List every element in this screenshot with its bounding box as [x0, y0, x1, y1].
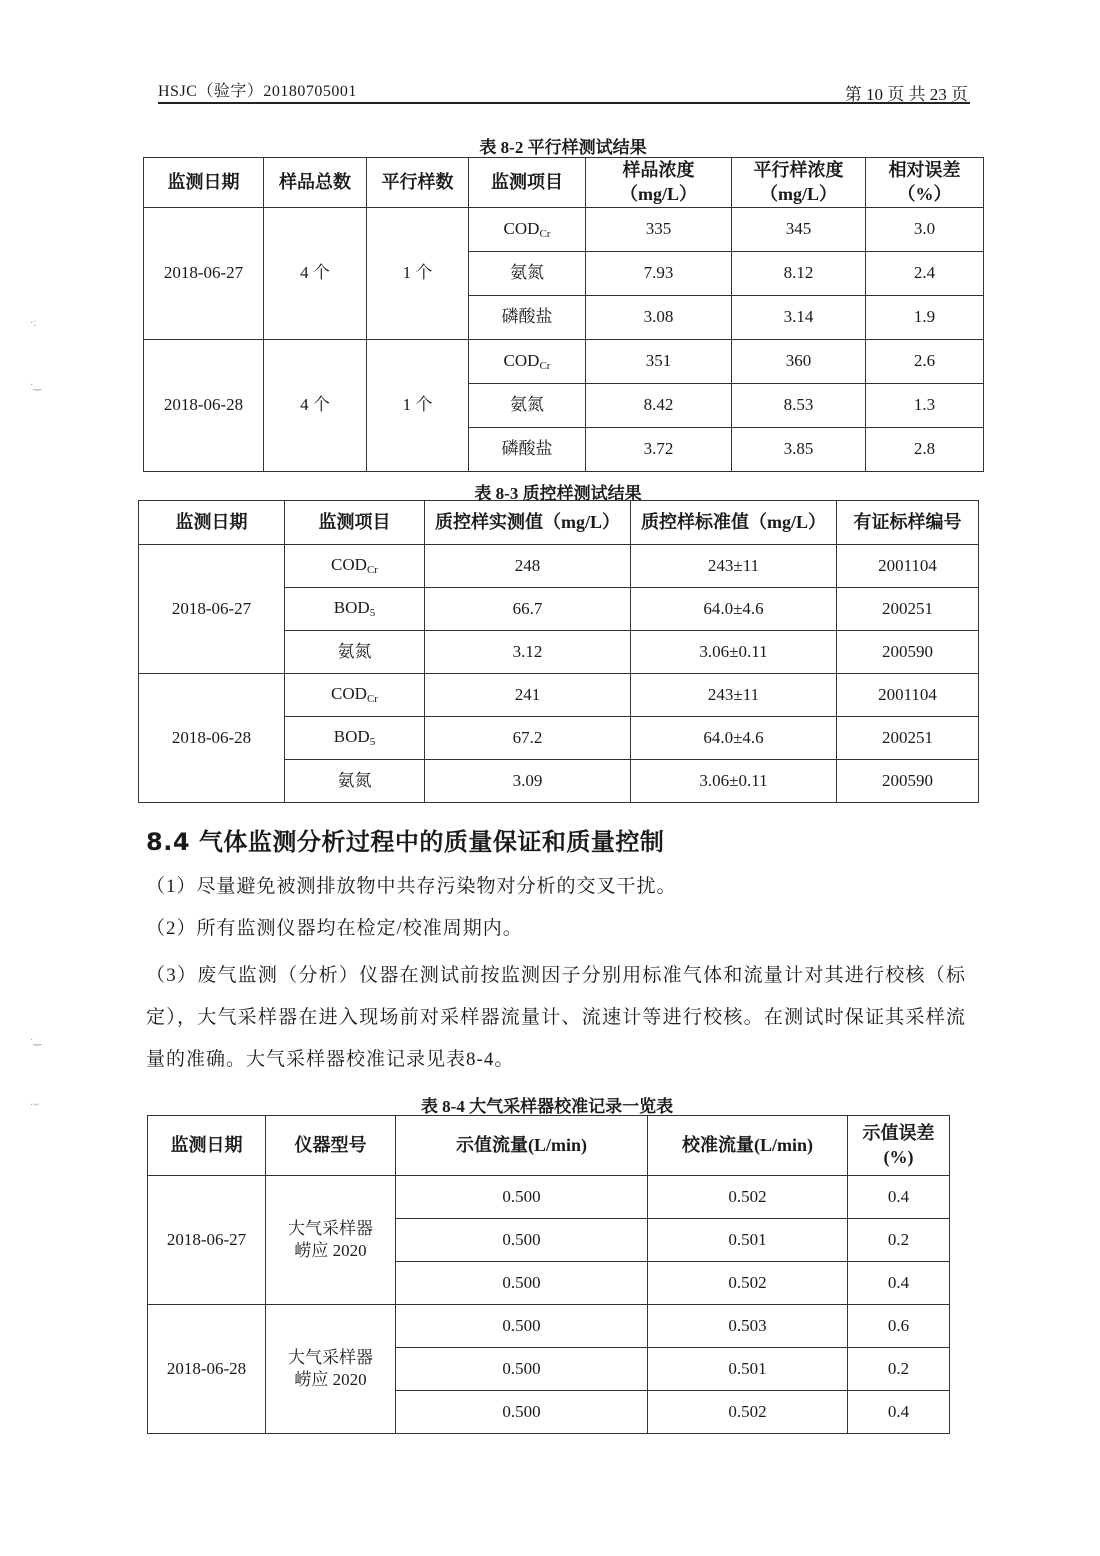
value-cell: 0.500	[396, 1219, 648, 1262]
col-header: 仪器型号	[266, 1116, 396, 1176]
page-header	[158, 76, 970, 104]
total-cell: 4 个	[264, 208, 367, 340]
value-cell: 3.09	[425, 760, 631, 803]
instrument-cell: 大气采样器 崂应 2020	[266, 1305, 396, 1434]
parallel-count-cell: 1 个	[367, 208, 469, 340]
value-cell: 1.3	[866, 384, 984, 428]
value-cell: 3.72	[586, 428, 732, 472]
table-row	[144, 208, 984, 252]
item-cell: 磷酸盐	[469, 296, 586, 340]
date-cell: 2018-06-28	[139, 674, 285, 803]
total-cell: 4 个	[264, 340, 367, 472]
value-cell: 0.500	[396, 1176, 648, 1219]
col-header: 质控样实测值（mg/L）	[425, 501, 631, 545]
value-cell: 0.500	[396, 1348, 648, 1391]
value-cell: 8.12	[732, 252, 866, 296]
value-cell: 200251	[837, 588, 979, 631]
table-row	[148, 1176, 950, 1219]
item-cell: $BOD_5$	[285, 588, 425, 631]
value-cell: 351	[586, 340, 732, 384]
date-cell: 2018-06-27	[144, 208, 264, 340]
date-cell: 2018-06-27	[139, 545, 285, 674]
col-header: 样品总数	[264, 158, 367, 208]
col-header: 监测日期	[139, 501, 285, 545]
value-cell: 0.4	[848, 1176, 950, 1219]
value-cell: 0.2	[848, 1219, 950, 1262]
scan-mark: ·‿	[30, 1035, 42, 1046]
scan-mark: ·‿	[30, 380, 42, 391]
table-header-row	[139, 501, 979, 545]
value-cell: 200590	[837, 760, 979, 803]
value-cell: 200590	[837, 631, 979, 674]
col-header: 示值误差 (%)	[848, 1116, 950, 1176]
table-8-2-caption: 表 8-2 平行样测试结果	[479, 138, 647, 157]
date-cell: 2018-06-28	[144, 340, 264, 472]
col-header: 监测日期	[144, 158, 264, 208]
value-cell: 248	[425, 545, 631, 588]
value-cell: 1.9	[866, 296, 984, 340]
value-cell: 0.2	[848, 1348, 950, 1391]
table-header-row	[148, 1116, 950, 1176]
value-cell: 200251	[837, 717, 979, 760]
value-cell: 0.501	[648, 1219, 848, 1262]
table-row	[144, 340, 984, 384]
table-header-row	[144, 158, 984, 208]
value-cell: 345	[732, 208, 866, 252]
value-cell: 0.500	[396, 1391, 648, 1434]
item-cell: 氨氮	[285, 760, 425, 803]
scan-mark: ·~	[30, 1100, 39, 1111]
col-header: 样品浓度 （mg/L）	[586, 158, 732, 208]
paragraph-3: （3）废气监测（分析）仪器在测试前按监测因子分别用标准气体和流量计对其进行校核（标定），大气采样器在进入现场前对采样器流量计、流速计等进行校核。在测试时保证其采样流量的准确。大气采样器校准记录见表8-4。	[146, 965, 966, 1070]
value-cell: 0.4	[848, 1262, 950, 1305]
value-cell: 0.502	[648, 1391, 848, 1434]
parallel-count-cell: 1 个	[367, 340, 469, 472]
value-cell: 243±11	[631, 545, 837, 588]
value-cell: 0.500	[396, 1305, 648, 1348]
col-header: 监测项目	[469, 158, 586, 208]
value-cell: 3.08	[586, 296, 732, 340]
table-row	[139, 674, 979, 717]
instrument-cell: 大气采样器 崂应 2020	[266, 1176, 396, 1305]
table-8-3	[138, 500, 979, 803]
value-cell: 8.42	[586, 384, 732, 428]
col-header: 监测项目	[285, 501, 425, 545]
value-cell: 2001104	[837, 674, 979, 717]
item-cell: $BOD_5$	[285, 717, 425, 760]
value-cell: 7.93	[586, 252, 732, 296]
item-cell: 氨氮	[285, 631, 425, 674]
col-header: 质控样标准值（mg/L）	[631, 501, 837, 545]
value-cell: 0.501	[648, 1348, 848, 1391]
value-cell: 0.6	[848, 1305, 950, 1348]
date-cell: 2018-06-27	[148, 1176, 266, 1305]
value-cell: 2.6	[866, 340, 984, 384]
scan-mark: ·:	[30, 318, 37, 329]
table-8-2	[143, 157, 984, 472]
value-cell: 0.502	[648, 1176, 848, 1219]
value-cell: 0.500	[396, 1262, 648, 1305]
paragraph-1: （1）尽量避免被测排放物中共存污染物对分析的交叉干扰。	[146, 876, 677, 897]
col-header: 监测日期	[148, 1116, 266, 1176]
value-cell: 0.502	[648, 1262, 848, 1305]
value-cell: 2.4	[866, 252, 984, 296]
item-cell: $COD_{Cr}$	[469, 340, 586, 384]
item-cell: $COD_{Cr}$	[469, 208, 586, 252]
table-row	[139, 545, 979, 588]
document-id: HSJC（验字）20180705001	[158, 83, 357, 100]
value-cell: 64.0±4.6	[631, 717, 837, 760]
table-row	[148, 1305, 950, 1348]
col-header: 平行样数	[367, 158, 469, 208]
paragraph-2: （2）所有监测仪器均在检定/校准周期内。	[146, 918, 523, 939]
value-cell: 2001104	[837, 545, 979, 588]
value-cell: 241	[425, 674, 631, 717]
item-cell: $COD_{Cr}$	[285, 674, 425, 717]
col-header: 有证标样编号	[837, 501, 979, 545]
table-8-4	[147, 1115, 950, 1434]
value-cell: 3.85	[732, 428, 866, 472]
value-cell: 64.0±4.6	[631, 588, 837, 631]
value-cell: 335	[586, 208, 732, 252]
value-cell: 3.14	[732, 296, 866, 340]
item-cell: 磷酸盐	[469, 428, 586, 472]
item-cell: $COD_{Cr}$	[285, 545, 425, 588]
col-header: 校准流量(L/min)	[648, 1116, 848, 1176]
value-cell: 3.06±0.11	[631, 631, 837, 674]
col-header: 相对误差 （%）	[866, 158, 984, 208]
section-title: 8.4 气体监测分析过程中的质量保证和质量控制	[146, 828, 665, 856]
item-cell: 氨氮	[469, 252, 586, 296]
item-cell: 氨氮	[469, 384, 586, 428]
value-cell: 67.2	[425, 717, 631, 760]
value-cell: 66.7	[425, 588, 631, 631]
value-cell: 2.8	[866, 428, 984, 472]
page-number: 第 10 页 共 23 页	[844, 85, 968, 104]
value-cell: 0.4	[848, 1391, 950, 1434]
value-cell: 243±11	[631, 674, 837, 717]
value-cell: 8.53	[732, 384, 866, 428]
value-cell: 0.503	[648, 1305, 848, 1348]
table-8-4-caption: 表 8-4 大气采样器校准记录一览表	[420, 1097, 674, 1116]
date-cell: 2018-06-28	[148, 1305, 266, 1434]
value-cell: 3.0	[866, 208, 984, 252]
col-header: 示值流量(L/min)	[396, 1116, 648, 1176]
value-cell: 360	[732, 340, 866, 384]
table-8-3-caption: 表 8-3 质控样测试结果	[474, 484, 642, 503]
value-cell: 3.12	[425, 631, 631, 674]
value-cell: 3.06±0.11	[631, 760, 837, 803]
col-header: 平行样浓度 （mg/L）	[732, 158, 866, 208]
